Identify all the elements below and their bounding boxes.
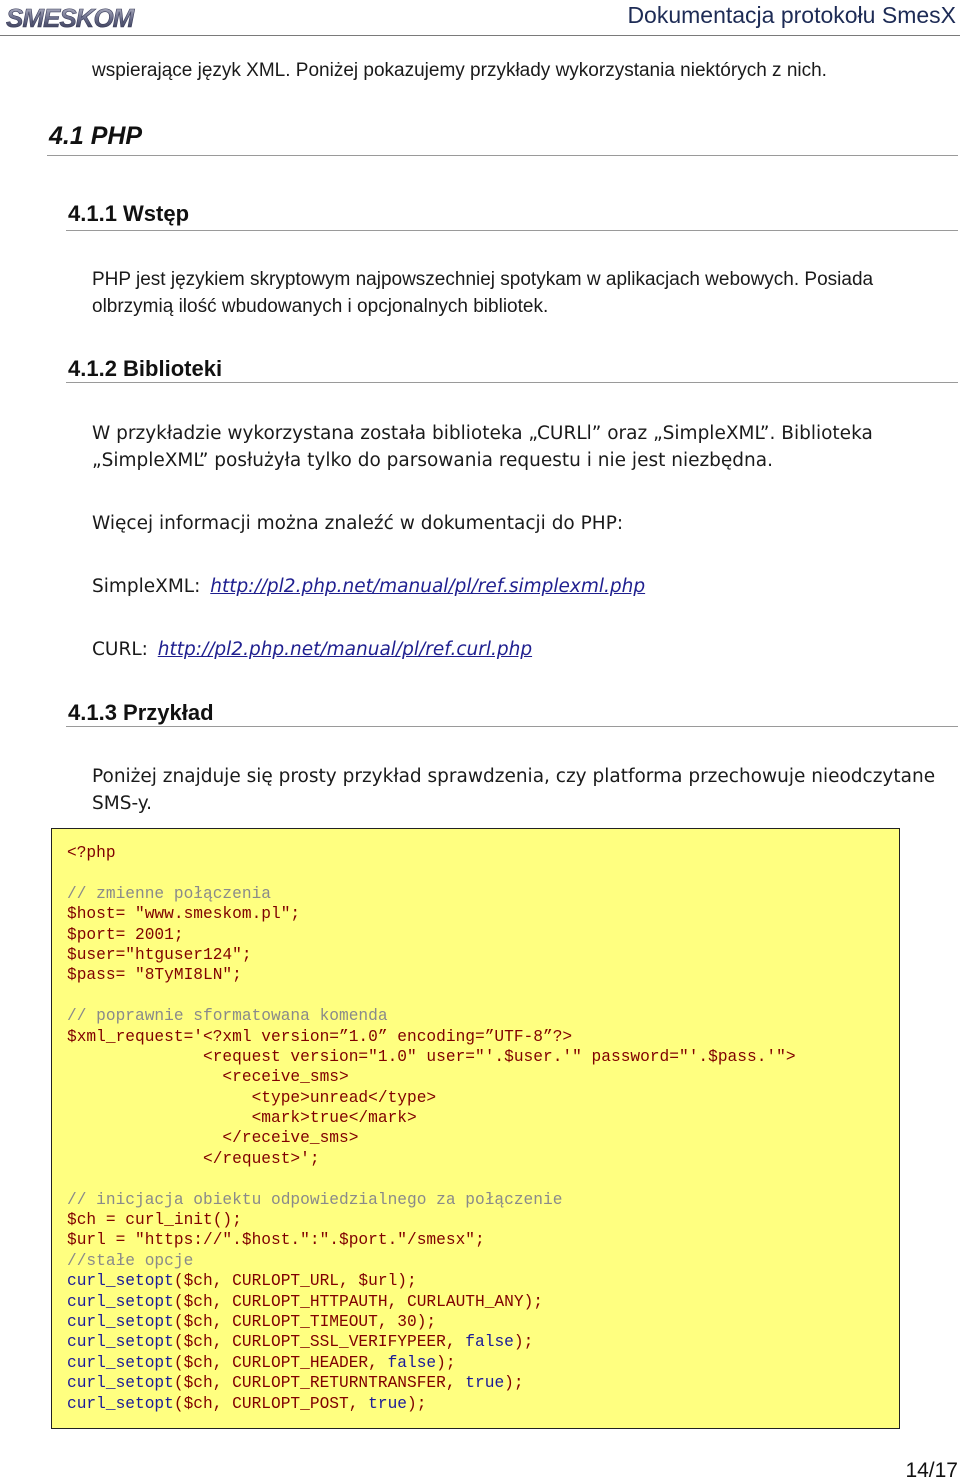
code-line: <receive_sms>	[67, 1068, 349, 1087]
code-line: // zmienne połączenia	[67, 884, 271, 903]
code-line: $user="htguser124";	[67, 945, 252, 964]
paragraph-line: SMS-y.	[92, 793, 152, 814]
more-info-text: Więcej informacji można znaleźć w dokumentacji do PHP:	[92, 513, 624, 534]
subsection-heading-przyklad: 4.1.3 Przykład	[68, 700, 214, 725]
code-line: <mark>true</mark>	[67, 1109, 417, 1128]
subsection-divider	[66, 230, 958, 231]
code-line: curl_setopt($ch, CURLOPT_POST, true);	[67, 1394, 427, 1413]
code-listing	[67, 843, 796, 1414]
section-heading: 4.1 PHP	[49, 122, 143, 150]
code-line: $port= 2001;	[67, 925, 184, 944]
code-line: <type>unread</type>	[67, 1088, 437, 1107]
code-line	[67, 1169, 796, 1189]
subsection-heading-wstep: 4.1.1 Wstęp	[68, 201, 190, 226]
paragraph-line: PHP jest językiem skryptowym najpowszechniej spotykam w aplikacjach webowych. Posiada	[92, 269, 874, 290]
paragraph-line: Poniżej znajduje się prosty przykład sprawdzenia, czy platforma przechowuje nieodczytane	[92, 766, 936, 787]
intro-text: wspierające język XML. Poniżej pokazujemy przykłady wykorzystania niektórych z nich.	[92, 60, 827, 81]
paragraph-line: W przykładzie wykorzystana została biblioteka „CURLl” oraz „SimpleXML”. Biblioteka	[92, 423, 873, 444]
section-divider	[47, 155, 958, 156]
code-line: curl_setopt($ch, CURLOPT_HEADER, false);	[67, 1353, 456, 1372]
code-line	[67, 863, 796, 883]
code-line: $url = "https://".$host.":".$port."/smesx";	[67, 1231, 485, 1250]
code-line	[67, 986, 796, 1006]
code-line: curl_setopt($ch, CURLOPT_URL, $url);	[67, 1272, 417, 1291]
simplexml-row	[92, 573, 645, 600]
document-title: Dokumentacja protokołu SmesX	[627, 2, 956, 28]
code-line: //stałe opcje	[67, 1251, 194, 1270]
code-line: curl_setopt($ch, CURLOPT_SSL_VERIFYPEER, false);	[67, 1333, 534, 1352]
code-line: curl_setopt($ch, CURLOPT_TIMEOUT, 30);	[67, 1312, 437, 1331]
curl-row	[92, 636, 532, 663]
code-line: // poprawnie sformatowana komenda	[67, 1007, 388, 1026]
code-line: </request>';	[67, 1149, 320, 1168]
code-line: <?php	[67, 844, 116, 862]
subsection-divider	[66, 382, 958, 383]
code-line: $host= "www.smeskom.pl";	[67, 905, 301, 924]
code-line: </receive_sms>	[67, 1129, 359, 1148]
simplexml-link[interactable]: http://pl2.php.net/manual/pl/ref.simplexml.php	[210, 576, 646, 597]
code-line: $ch = curl_init();	[67, 1211, 242, 1230]
smeskom-logo	[4, 2, 164, 32]
page-number: 14/17	[905, 1459, 958, 1482]
header-divider	[0, 35, 960, 36]
code-line: curl_setopt($ch, CURLOPT_HTTPAUTH, CURLAUTH_ANY);	[67, 1292, 543, 1311]
code-line: $pass= "8TyMI8LN";	[67, 966, 242, 985]
subsection-heading-biblioteki: 4.1.2 Biblioteki	[68, 356, 223, 381]
svg-text:SMESKOM: SMESKOM	[6, 3, 134, 32]
simplexml-label: SimpleXML:	[92, 576, 201, 597]
code-line: curl_setopt($ch, CURLOPT_RETURNTRANSFER, true);	[67, 1374, 524, 1393]
curl-link[interactable]: http://pl2.php.net/manual/pl/ref.curl.php	[157, 639, 533, 660]
code-line: // inicjacja obiektu odpowiedzialnego za połączenie	[67, 1190, 563, 1209]
code-line: $xml_request='<?xml version=”1.0” encoding=”UTF-8”?>	[67, 1027, 573, 1046]
paragraph-line: „SimpleXML” posłużyła tylko do parsowania requestu i nie jest niezbędna.	[92, 450, 773, 471]
subsection-divider	[66, 726, 958, 727]
paragraph-line: olbrzymią ilość wbudowanych i opcjonalnych bibliotek.	[92, 296, 549, 317]
code-line: <request version="1.0" user="'.$user.'" password="'.$pass.'">	[67, 1047, 796, 1066]
curl-label: CURL:	[92, 639, 148, 660]
